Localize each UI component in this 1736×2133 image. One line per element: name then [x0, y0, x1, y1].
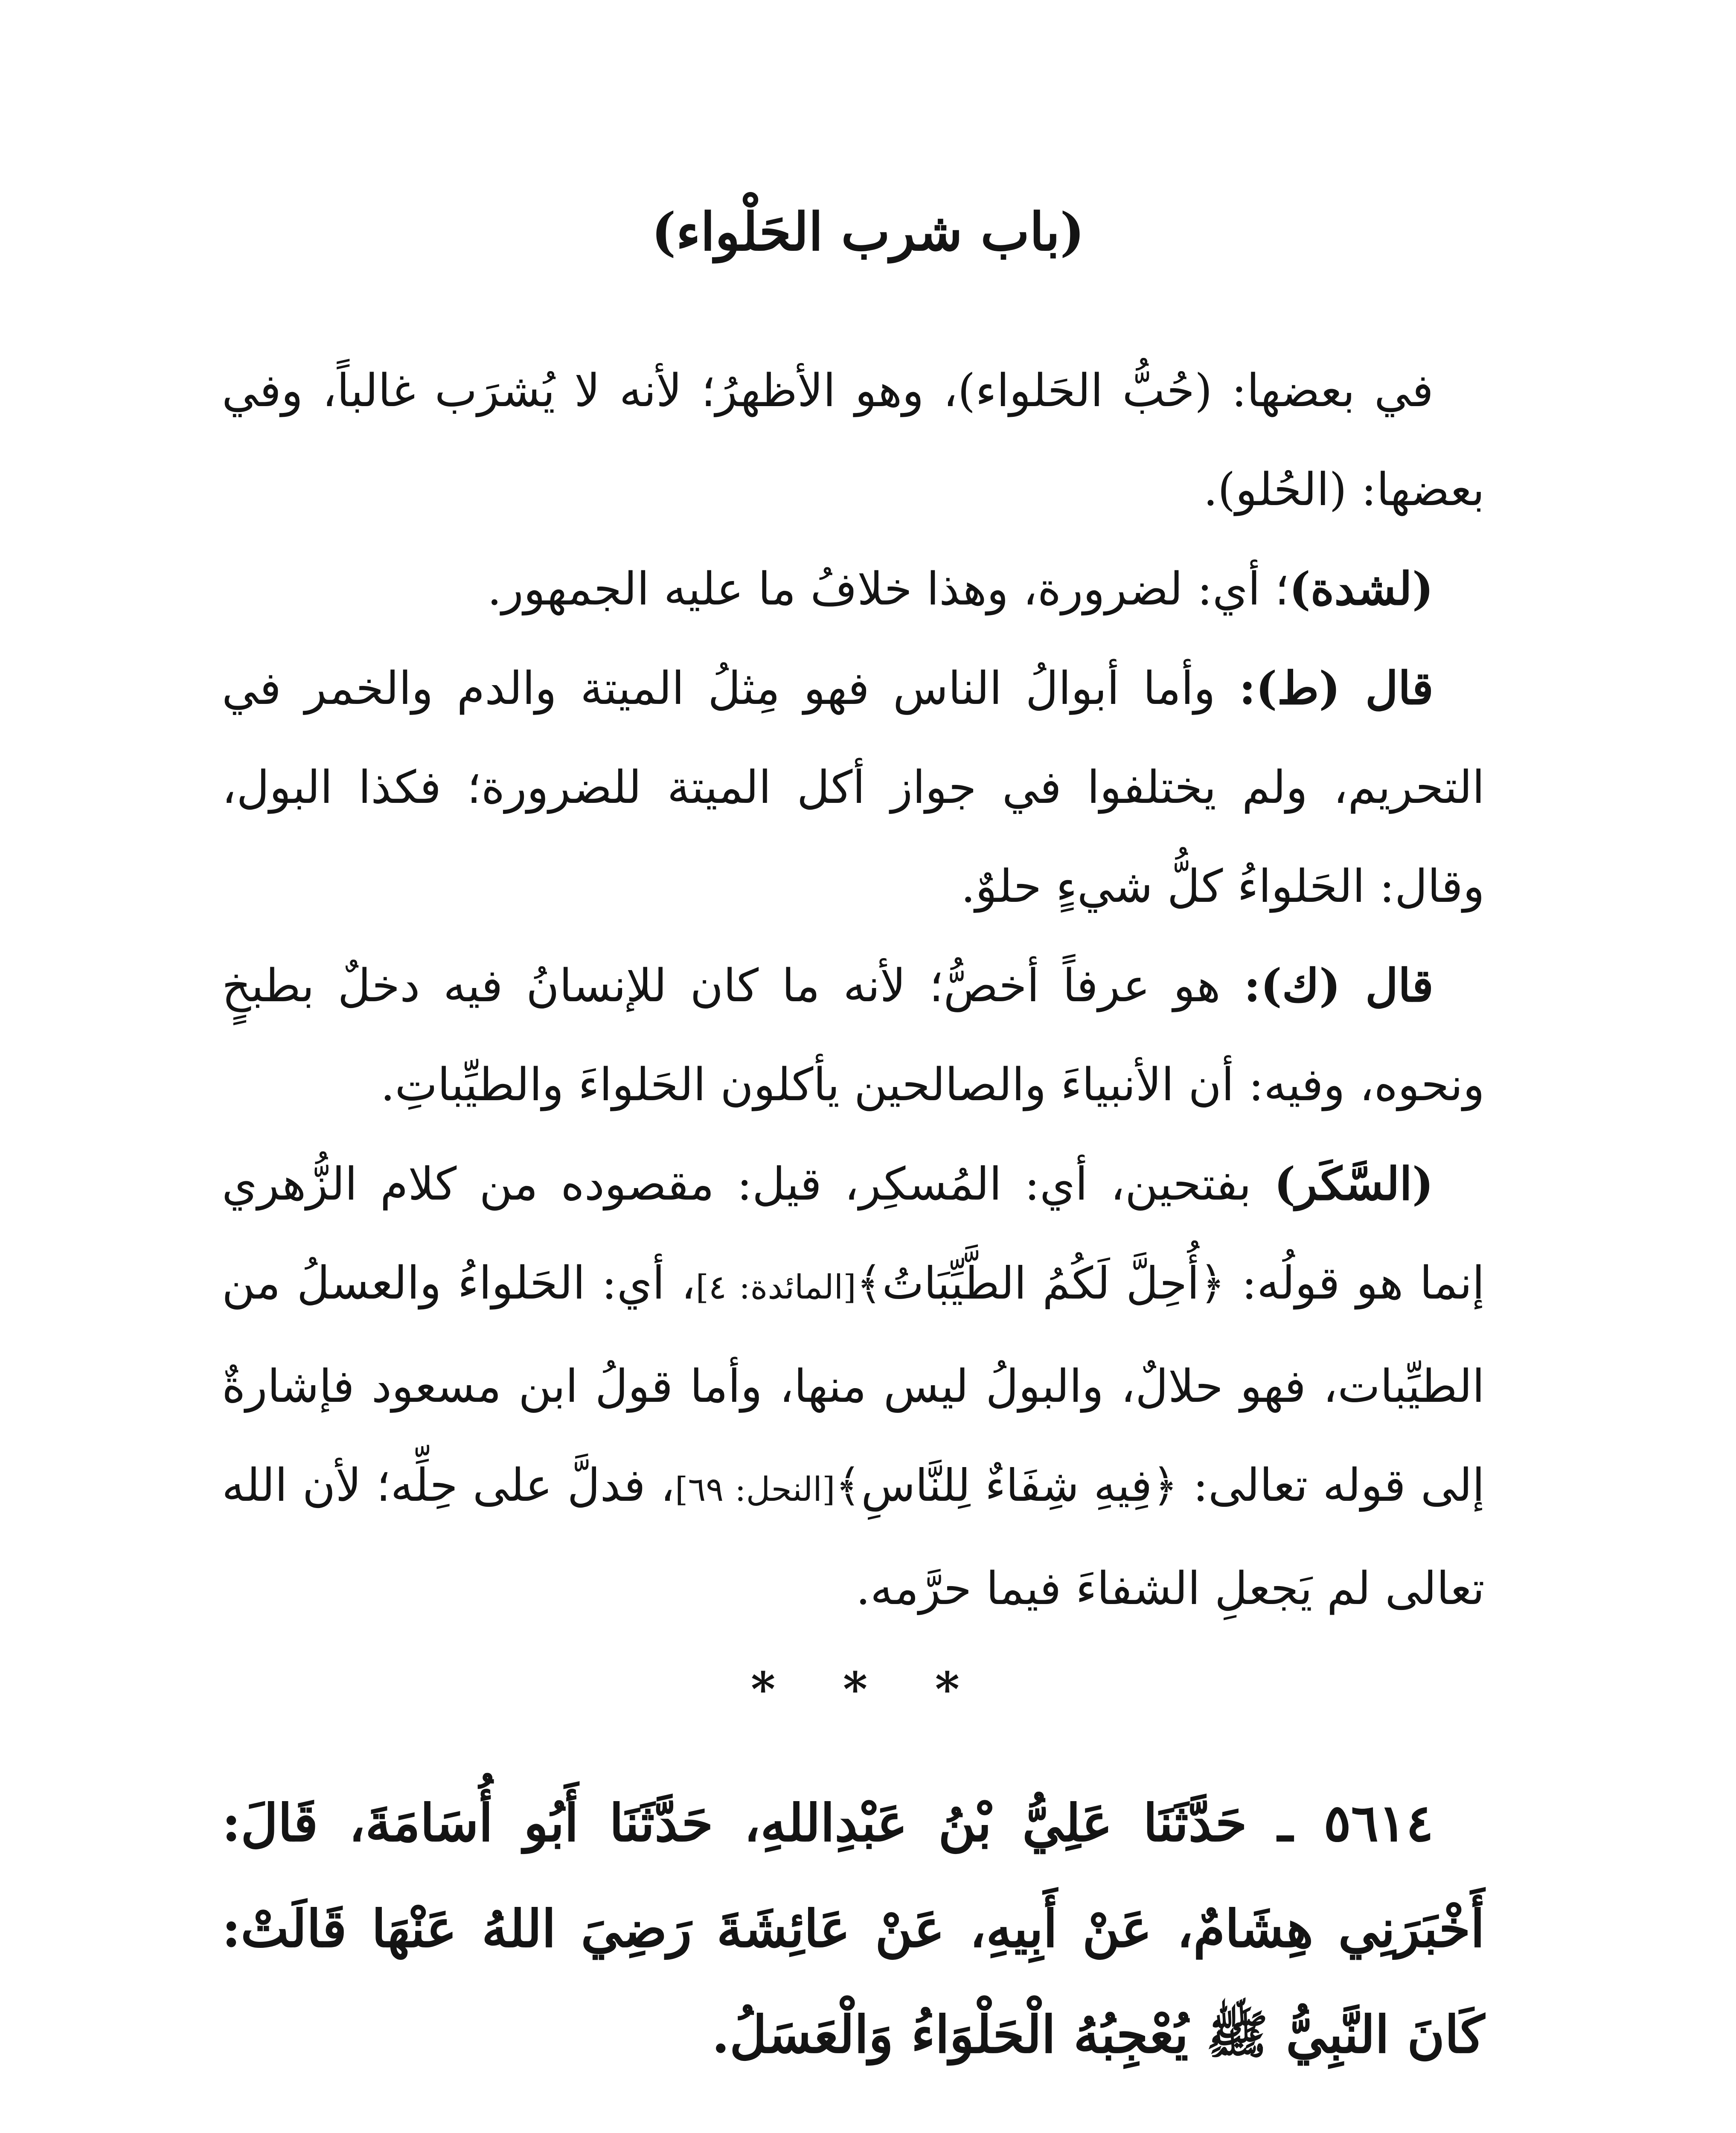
commentary-text: هو عرفاً أخصُّ؛ لأنه ما كان للإنسانُ فيه دخلٌ بطبخٍ ونحوه، وفيه: أن الأنبياءَ والصالحين يأكلون الحَلواءَ والطيِّباتِ. — [222, 959, 1485, 1111]
commentary-paragraph-1: في بعضها: (حُبُّ الحَلواء)، وهو الأظهرُ؛ لأنه لا يُشرَب غالباً، وفي بعضها: (الحُلو). — [222, 364, 1485, 516]
section-separator: * * * — [750, 1662, 986, 1717]
commentary-term: قال (ك): — [1244, 959, 1434, 1012]
commentary-paragraph-5 — [222, 1134, 1485, 1638]
hadith-text — [222, 1770, 1485, 2088]
hadith-number: ٥٦١٤ — [1323, 1793, 1434, 1853]
quran-reference: [المائدة: ٤] — [695, 1268, 856, 1307]
commentary-paragraph-4 — [222, 936, 1485, 1134]
commentary-text: ، فدلَّ على حِلِّه؛ لأن الله تعالى لم يَجعلِ الشفاءَ فيما حرَّمه. — [222, 1459, 1485, 1615]
quran-verse: ﴿فِيهِ شِفَاءٌ لِلنَّاسِ﴾ — [835, 1459, 1178, 1511]
commentary-section — [222, 341, 1485, 1638]
commentary-term: (السَّكَر) — [1274, 1157, 1434, 1210]
commentary-paragraph-2 — [222, 539, 1485, 639]
commentary-text: وأما أبوالُ الناس فهو مِثلُ الميتة والدم والخمر في التحريم، ولم يختلفوا في جواز أكل الميتة للضرورة؛ فكذا البول، وقال: الحَلواءُ كلُّ شيءٍ حلوٌ. — [222, 662, 1485, 912]
commentary-term: قال (ط): — [1239, 661, 1434, 715]
commentary-text: ؛ أي: لضرورة، وهذا خلافُ ما عليه الجمهور. — [487, 563, 1289, 615]
quran-reference: [النحل: ٦٩] — [675, 1470, 835, 1509]
commentary-text: ، أي: الحَلواءُ والعسلُ من الطيِّبات، فهو حلالٌ، والبولُ ليس منها، وأما قولُ ابن مسعود فإشارةٌ إلى قوله تعالى: — [222, 1257, 1485, 1511]
hadith-body: ـ حَدَّثَنَا عَلِيُّ بْنُ عَبْدِاللهِ، حَدَّثَنَا أَبُو أُسَامَةَ، قَالَ: أَخْبَرَنِي هِشَامٌ، عَنْ أَبِيهِ، عَنْ عَائِشَةَ رَضِيَ اللهُ عَنْهَا قَالَتْ: كَانَ النَّبِيُّ ﷺ يُعْجِبُهُ الْحَلْوَاءُ وَالْعَسَلُ. — [222, 1793, 1485, 2065]
quran-verse: ﴿أُحِلَّ لَكُمُ الطَّيِّبَاتُ﴾ — [856, 1257, 1226, 1309]
commentary-text: بفتحين، أي: المُسكِر، قيل: مقصوده من كلام الزُّهري إنما هو قولُه: — [222, 1158, 1485, 1309]
commentary-paragraph-3 — [222, 639, 1485, 936]
chapter-title: (باب شرب الحَلْواء) — [651, 201, 1085, 262]
commentary-term: (لشدة) — [1289, 562, 1434, 615]
